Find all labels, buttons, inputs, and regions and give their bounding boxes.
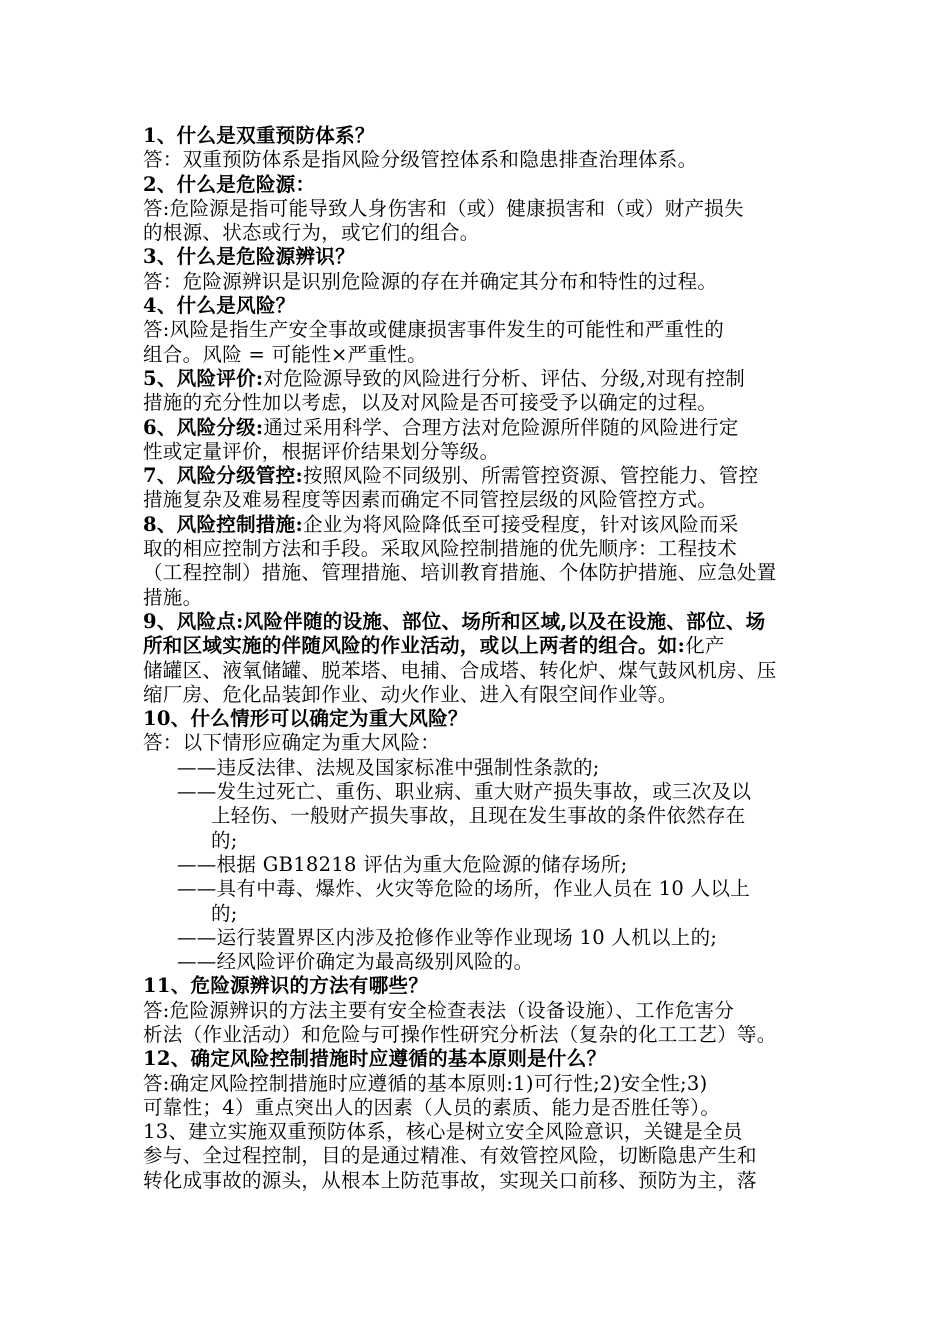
body-text: 答：危险源辨识是识别危险源的存在并确定其分布和特性的过程。 — [143, 269, 718, 293]
paragraph-line — [143, 343, 815, 367]
bold-text: 所和区域实施的伴随风险的作业活动，或以上两者的组合。如: — [143, 634, 686, 658]
list-item-line — [143, 804, 815, 828]
body-text: 答：双重预防体系是指风险分级管控体系和隐患排查治理体系。 — [143, 148, 698, 172]
question-heading — [143, 124, 815, 148]
question-heading — [143, 294, 815, 318]
body-text: 13、建立实施双重预防体系，核心是树立安全风险意识，关键是全员 — [143, 1120, 743, 1144]
paragraph-line — [143, 440, 815, 464]
body-text: 答：以下情形应确定为重大风险： — [143, 731, 441, 755]
bold-text: 12、确定风险控制措施时应遵循的基本原则是什么？ — [143, 1047, 607, 1071]
body-text: 上轻伤、一般财产损失事故，且现在发生事故的条件依然存在 — [211, 804, 746, 828]
paragraph-line — [143, 148, 815, 172]
question-heading — [143, 974, 815, 998]
body-text: 的根源、状态或行为，或它们的组合。 — [143, 221, 480, 245]
list-item-line — [143, 950, 815, 974]
body-text: 的; — [211, 901, 238, 925]
body-text: 缩厂房、危化品装卸作业、动火作业、进入有限空间作业等。 — [143, 682, 678, 706]
body-text: 储罐区、液氧储罐、脱苯塔、电捕、合成塔、转化炉、煤气鼓风机房、压 — [143, 658, 777, 682]
paragraph-line — [143, 367, 815, 391]
body-text: 化产 — [685, 634, 725, 658]
question-heading — [143, 707, 815, 731]
question-heading — [143, 610, 815, 634]
body-text: 答:确定风险控制措施时应遵循的基本原则:1)可行性;2)安全性;3) — [143, 1071, 708, 1095]
paragraph-line — [143, 221, 815, 245]
bold-text: 6、风险分级: — [143, 415, 264, 439]
paragraph-line — [143, 586, 815, 610]
body-text: 措施复杂及难易程度等因素而确定不同管控层级的风险管控方式。 — [143, 488, 718, 512]
paragraph-line — [143, 999, 815, 1023]
bold-text: 10、什么情形可以确定为重大风险？ — [143, 707, 468, 731]
body-text: 的; — [211, 828, 238, 852]
paragraph-line — [143, 318, 815, 342]
paragraph-line — [143, 561, 815, 585]
paragraph-line — [143, 1096, 815, 1120]
list-item-line — [143, 780, 815, 804]
body-text: ——发生过死亡、重伤、职业病、重大财产损失事故，或三次及以 — [177, 780, 752, 804]
paragraph-line — [143, 197, 815, 221]
body-text: 企业为将风险降低至可接受程度，针对该风险而采 — [302, 512, 739, 536]
body-text: 性或定量评价，根据评价结果划分等级。 — [143, 439, 500, 463]
question-heading — [143, 1047, 815, 1071]
body-text: 措施。 — [143, 585, 203, 609]
body-text: 转化成事故的源头，从根本上防范事故，实现关口前移、预防为主，落 — [143, 1168, 757, 1192]
document-body — [143, 124, 815, 1193]
paragraph-line — [143, 634, 815, 658]
list-item-line — [143, 853, 815, 877]
body-text: ——违反法律、法规及国家标准中强制性条款的; — [177, 755, 600, 779]
paragraph-line — [143, 1023, 815, 1047]
paragraph-line — [143, 659, 815, 683]
body-text: 措施的充分性加以考虑，以及对风险是否可接受予以确定的过程。 — [143, 391, 718, 415]
body-text: 答:危险源是指可能导致人身伤害和（或）健康损害和（或）财产损失 — [143, 196, 744, 220]
bold-text: 11、危险源辨识的方法有哪些？ — [143, 974, 429, 998]
bold-text: 3、什么是危险源辨识？ — [143, 245, 355, 269]
paragraph-line — [143, 513, 815, 537]
body-text: 答:危险源辨识的方法主要有安全检查表法（设备设施）、工作危害分 — [143, 998, 735, 1022]
body-text: 可靠性；4）重点突出人的因素（人员的素质、能力是否胜任等）。 — [143, 1095, 721, 1119]
bold-text: 9、风险点:风险伴随的设施、部位、场所和区域,以及在设施、部位、场 — [143, 609, 766, 633]
body-text: 参与、全过程控制，目的是通过精准、有效管控风险，切断隐患产生和 — [143, 1144, 757, 1168]
question-heading — [143, 245, 815, 269]
bold-text: 8、风险控制措施: — [143, 512, 303, 536]
bold-text: 7、风险分级管控: — [143, 464, 303, 488]
body-text: 对危险源导致的风险进行分析、评估、分级,对现有控制 — [263, 366, 746, 390]
question-heading — [143, 173, 815, 197]
paragraph-line — [143, 391, 815, 415]
paragraph-line — [143, 1169, 815, 1193]
body-text: ——运行装置界区内涉及抢修作业等作业现场 10 人机以上的; — [177, 925, 718, 949]
paragraph-line — [143, 731, 815, 755]
paragraph-line — [143, 464, 815, 488]
body-text: 按照风险不同级别、所需管控资源、管控能力、管控 — [302, 464, 759, 488]
body-text: 通过采用科学、合理方法对危险源所伴随的风险进行定 — [263, 415, 739, 439]
body-text: （工程控制）措施、管理措施、培训教育措施、个体防护措施、应急处置 — [143, 561, 777, 585]
list-item-line — [143, 829, 815, 853]
paragraph-line — [143, 537, 815, 561]
body-text: 组合。风险 = 可能性×严重性。 — [143, 342, 427, 366]
list-item-line — [143, 902, 815, 926]
list-item-line — [143, 926, 815, 950]
body-text: ——根据 GB18218 评估为重大危险源的储存场所; — [177, 852, 628, 876]
bold-text: 5、风险评价: — [143, 366, 264, 390]
paragraph-line — [143, 416, 815, 440]
bold-text: 4、什么是风险？ — [143, 294, 296, 318]
body-text: 取的相应控制方法和手段。采取风险控制措施的优先顺序：工程技术 — [143, 537, 738, 561]
paragraph-line — [143, 1144, 815, 1168]
body-text: ——具有中毒、爆炸、火灾等危险的场所，作业人员在 10 人以上 — [177, 877, 751, 901]
bold-text: 2、什么是危险源： — [143, 172, 316, 196]
paragraph-line — [143, 488, 815, 512]
paragraph-line — [143, 270, 815, 294]
body-text: ——经风险评价确定为最高级别风险的。 — [177, 950, 534, 974]
paragraph-line — [143, 1072, 815, 1096]
paragraph-line — [143, 1120, 815, 1144]
body-text: 析法（作业活动）和危险与可操作性研究分析法（复杂的化工工艺）等。 — [143, 1022, 777, 1046]
bold-text: 1、什么是双重预防体系？ — [143, 124, 375, 147]
paragraph-line — [143, 683, 815, 707]
body-text: 答:风险是指生产安全事故或健康损害事件发生的可能性和严重性的 — [143, 318, 725, 342]
list-item-line — [143, 877, 815, 901]
list-item-line — [143, 756, 815, 780]
